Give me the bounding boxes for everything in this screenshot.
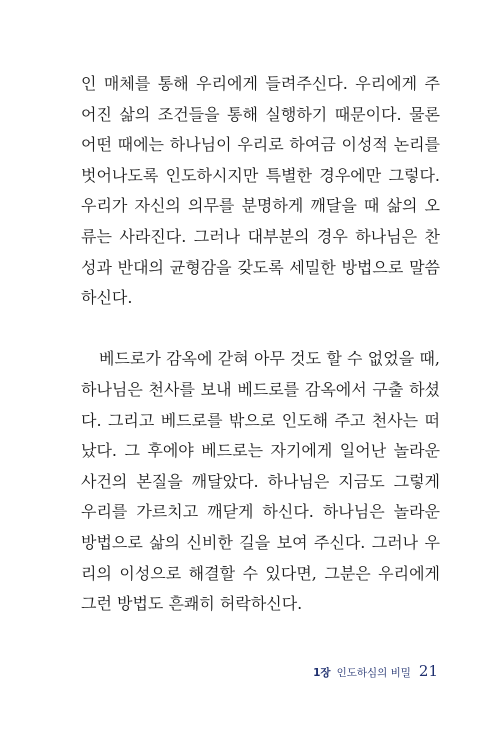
paragraph-2: 베드로가 감옥에 갇혀 아무 것도 할 수 없었을 때, 하나님은 천사를 보내 베드로를 감옥에서 구출 하셨다. 그리고 베드로를 밖으로 인도해 주고 천사는 떠났다. 그 후에야 베드로는 자기에게 일어난 놀라운 사건의 본질을 깨달았다. 하나님은 지금도 그렇게 우리를 가르치고 깨닫게 하신다. 하나님은 놀라운 방법으로 삶의 신비한 길을 보여 주신다. 그러나 우리의 이성으로 해결할 수 있다면, 그분은 우리에게 그런 방법도 흔쾌히 허락하신다. bbox=[81, 349, 440, 614]
chapter-number: 1장 bbox=[313, 667, 331, 679]
paragraph-1: 인 매체를 통해 우리에게 들려주신다. 우리에게 주어진 삶의 조건들을 통해 실행하기 때문이다. 물론 어떤 때에는 하나님이 우리로 하여금 이성적 논리를 벗어나도록 인도하시지만 특별한 경우에만 그렇다. 우리가 자신의 의무를 분명하게 깨달을 때 삶의 오류는 사라진다. 그러나 대부분의 경우 하나님은 찬성과 반대의 균형감을 갖도록 세밀한 방법으로 말씀하신다. bbox=[81, 74, 440, 308]
body-text bbox=[81, 69, 440, 620]
page-number: 21 bbox=[418, 662, 438, 680]
chapter-title: 인도하심의 비밀 bbox=[336, 667, 411, 679]
running-footer bbox=[313, 662, 438, 680]
